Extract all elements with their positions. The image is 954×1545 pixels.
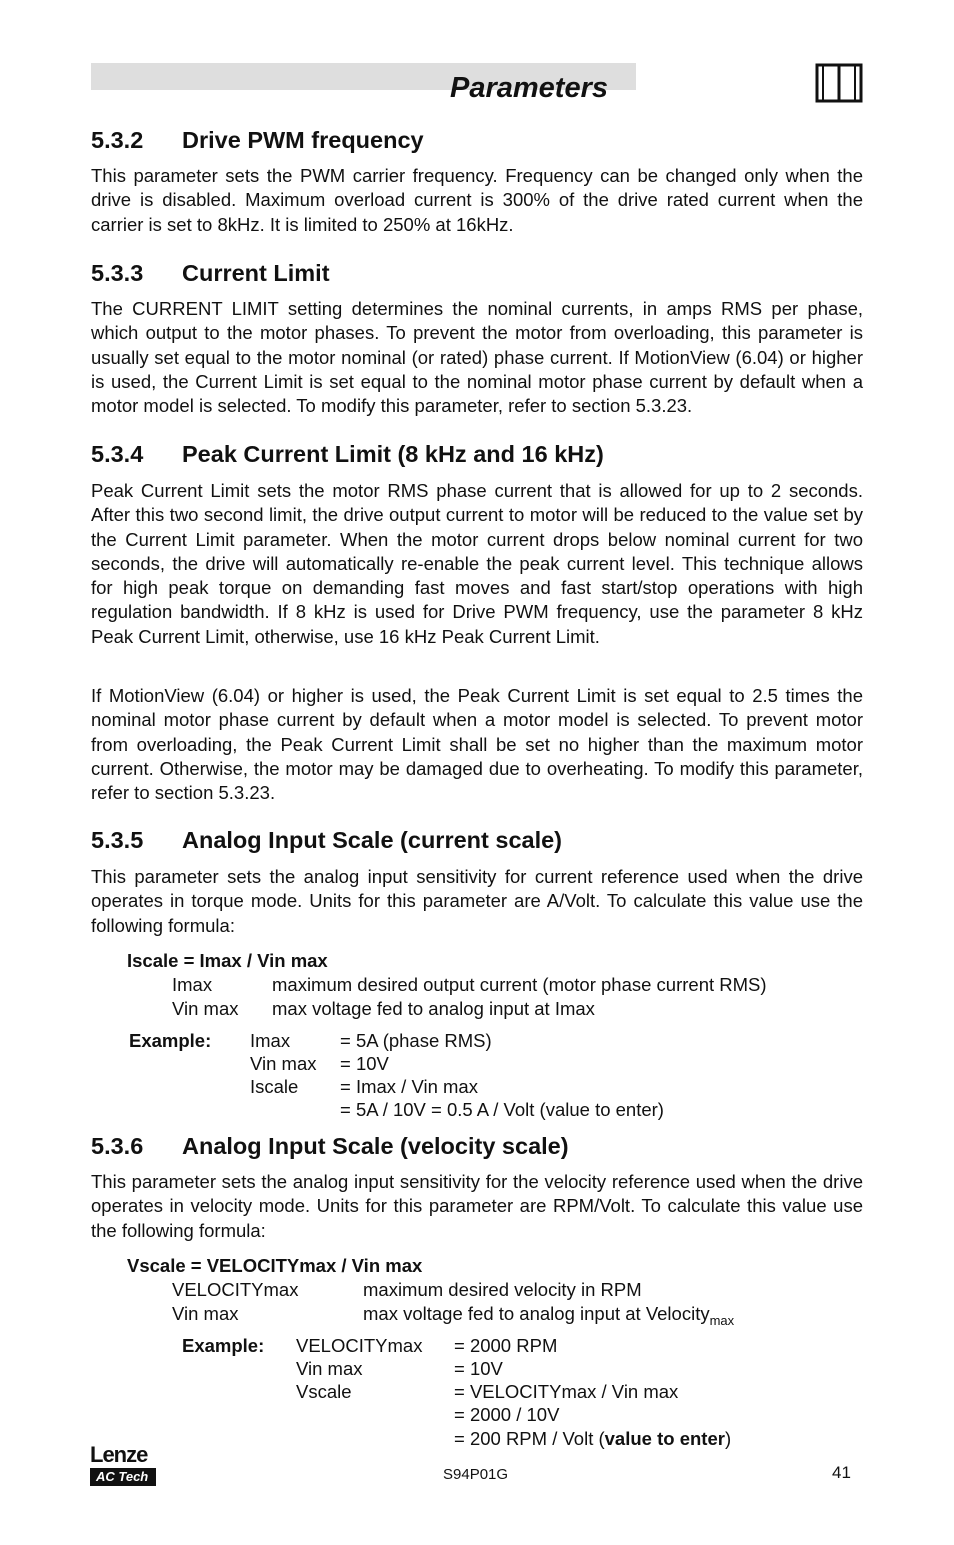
section-heading-5-3-2 xyxy=(91,127,424,154)
example-value-bold: value to enter xyxy=(604,1428,725,1449)
definition-desc: max voltage fed to analog input at Imax xyxy=(272,998,595,1019)
section-title: Peak Current Limit (8 kHz and 16 kHz) xyxy=(182,441,604,467)
section-number: 5.3.2 xyxy=(91,127,144,153)
section-number: 5.3.3 xyxy=(91,260,144,286)
paragraph: This parameter sets the analog input sensitivity for the velocity reference used when the drive operates in velocity mode. Units for this parameter are RPM/Volt. To calculate this value use the following formula: xyxy=(91,1171,863,1241)
section-number: 5.3.4 xyxy=(91,441,144,467)
definition-term: Vin max xyxy=(172,998,239,1019)
document-code: S94P01G xyxy=(443,1466,509,1483)
section-number: 5.3.5 xyxy=(91,827,144,853)
formula: Vscale = VELOCITYmax / Vin max xyxy=(127,1255,423,1276)
example-value: = 10V xyxy=(340,1053,389,1074)
book-icon xyxy=(815,63,863,103)
example-term: Imax xyxy=(250,1030,291,1051)
definition-desc: max voltage fed to analog input at Velocity xyxy=(363,1303,710,1324)
section-title: Current Limit xyxy=(182,260,330,286)
example-value-pre: = 200 RPM / Volt ( xyxy=(454,1428,605,1449)
section-number: 5.3.6 xyxy=(91,1133,144,1159)
example-value: = 5A / 10V = 0.5 A / Volt (value to enter) xyxy=(340,1099,664,1120)
definition-desc: maximum desired velocity in RPM xyxy=(363,1279,642,1300)
paragraph: The CURRENT LIMIT setting determines the nominal currents, in amps RMS per phase, which output to the motor phases. To prevent the motor from overloading, this parameter is usually set equal to the motor nominal (or rated) phase current. If MotionView (6.04) or higher is used, the Current Limit is set equal to the nominal motor phase current by default when a motor model is selected. To modify this parameter, refer to section 5.3.23. xyxy=(91,298,863,417)
formula: Iscale = Imax / Vin max xyxy=(127,950,328,971)
example-value: = Imax / Vin max xyxy=(340,1076,478,1097)
example-term: Vin max xyxy=(250,1053,317,1074)
logo-wordmark: Lenze xyxy=(90,1442,148,1467)
example-term: Iscale xyxy=(250,1076,299,1097)
section-title: Drive PWM frequency xyxy=(182,127,424,153)
lenze-actech-logo xyxy=(90,1444,158,1486)
subscript: max xyxy=(709,1313,735,1328)
example-label: Example: xyxy=(182,1335,265,1356)
example-term: VELOCITYmax xyxy=(296,1335,423,1356)
section-heading-5-3-6 xyxy=(91,1133,569,1160)
example-term: Vscale xyxy=(296,1381,352,1402)
definition-term: Vin max xyxy=(172,1303,239,1324)
definition-term: VELOCITYmax xyxy=(172,1279,299,1300)
page-title: Parameters xyxy=(450,72,608,104)
section-heading-5-3-4 xyxy=(91,441,604,468)
section-title: Analog Input Scale (velocity scale) xyxy=(182,1133,569,1159)
definition-desc-with-sub xyxy=(363,1302,735,1328)
page-number: 41 xyxy=(832,1463,851,1482)
definition-desc: maximum desired output current (motor phase current RMS) xyxy=(272,974,767,995)
example-value: = 5A (phase RMS) xyxy=(340,1030,492,1051)
example-value: = 10V xyxy=(454,1358,503,1379)
example-value-post: ) xyxy=(724,1428,732,1449)
paragraph: Peak Current Limit sets the motor RMS phase current that is allowed for up to 2 seconds. After this two second limit, the drive output current to motor will be reduced to the value set by the Current Limit parameter. When the motor current drops below nominal current for two seconds, the drive will automatically re-enable the peak current level. This technique allows for high peak torque on demanding fast moves and fast start/stop operations with high regulation bandwidth. If 8 kHz is used for Drive PWM frequency, use the parameter 8 kHz Peak Current Limit, otherwise, use 16 kHz Peak Current Limit. xyxy=(91,480,863,647)
definition-term: Imax xyxy=(172,974,213,995)
logo-subbrand: AC Tech xyxy=(90,1468,156,1486)
section-heading-5-3-3 xyxy=(91,260,330,287)
example-value: = 2000 / 10V xyxy=(454,1404,560,1425)
paragraph: This parameter sets the PWM carrier frequency. Frequency can be changed only when the drive is disabled. Maximum overload current is 300% of the drive rated current when the carrier is set to 8kHz. It is limited to 250% at 16kHz. xyxy=(91,165,863,235)
example-label: Example: xyxy=(129,1030,212,1051)
example-term: Vin max xyxy=(296,1358,363,1379)
example-value: = VELOCITYmax / Vin max xyxy=(454,1381,679,1402)
example-value-final xyxy=(454,1427,731,1450)
paragraph: This parameter sets the analog input sensitivity for current reference used when the drive operates in torque mode. Units for this parameter are A/Volt. To calculate this value use the following formula: xyxy=(91,866,863,936)
section-heading-5-3-5 xyxy=(91,827,562,854)
section-title: Analog Input Scale (current scale) xyxy=(182,827,563,853)
example-value: = 2000 RPM xyxy=(454,1335,558,1356)
paragraph: If MotionView (6.04) or higher is used, the Peak Current Limit is set equal to 2.5 times the nominal motor phase current by default when a motor model is selected. To prevent motor from overloading, the Peak Current Limit shall be set no higher than the maximum motor current. Otherwise, the motor may be damaged due to overheating. To modify this parameter, refer to section 5.3.23. xyxy=(91,685,863,804)
